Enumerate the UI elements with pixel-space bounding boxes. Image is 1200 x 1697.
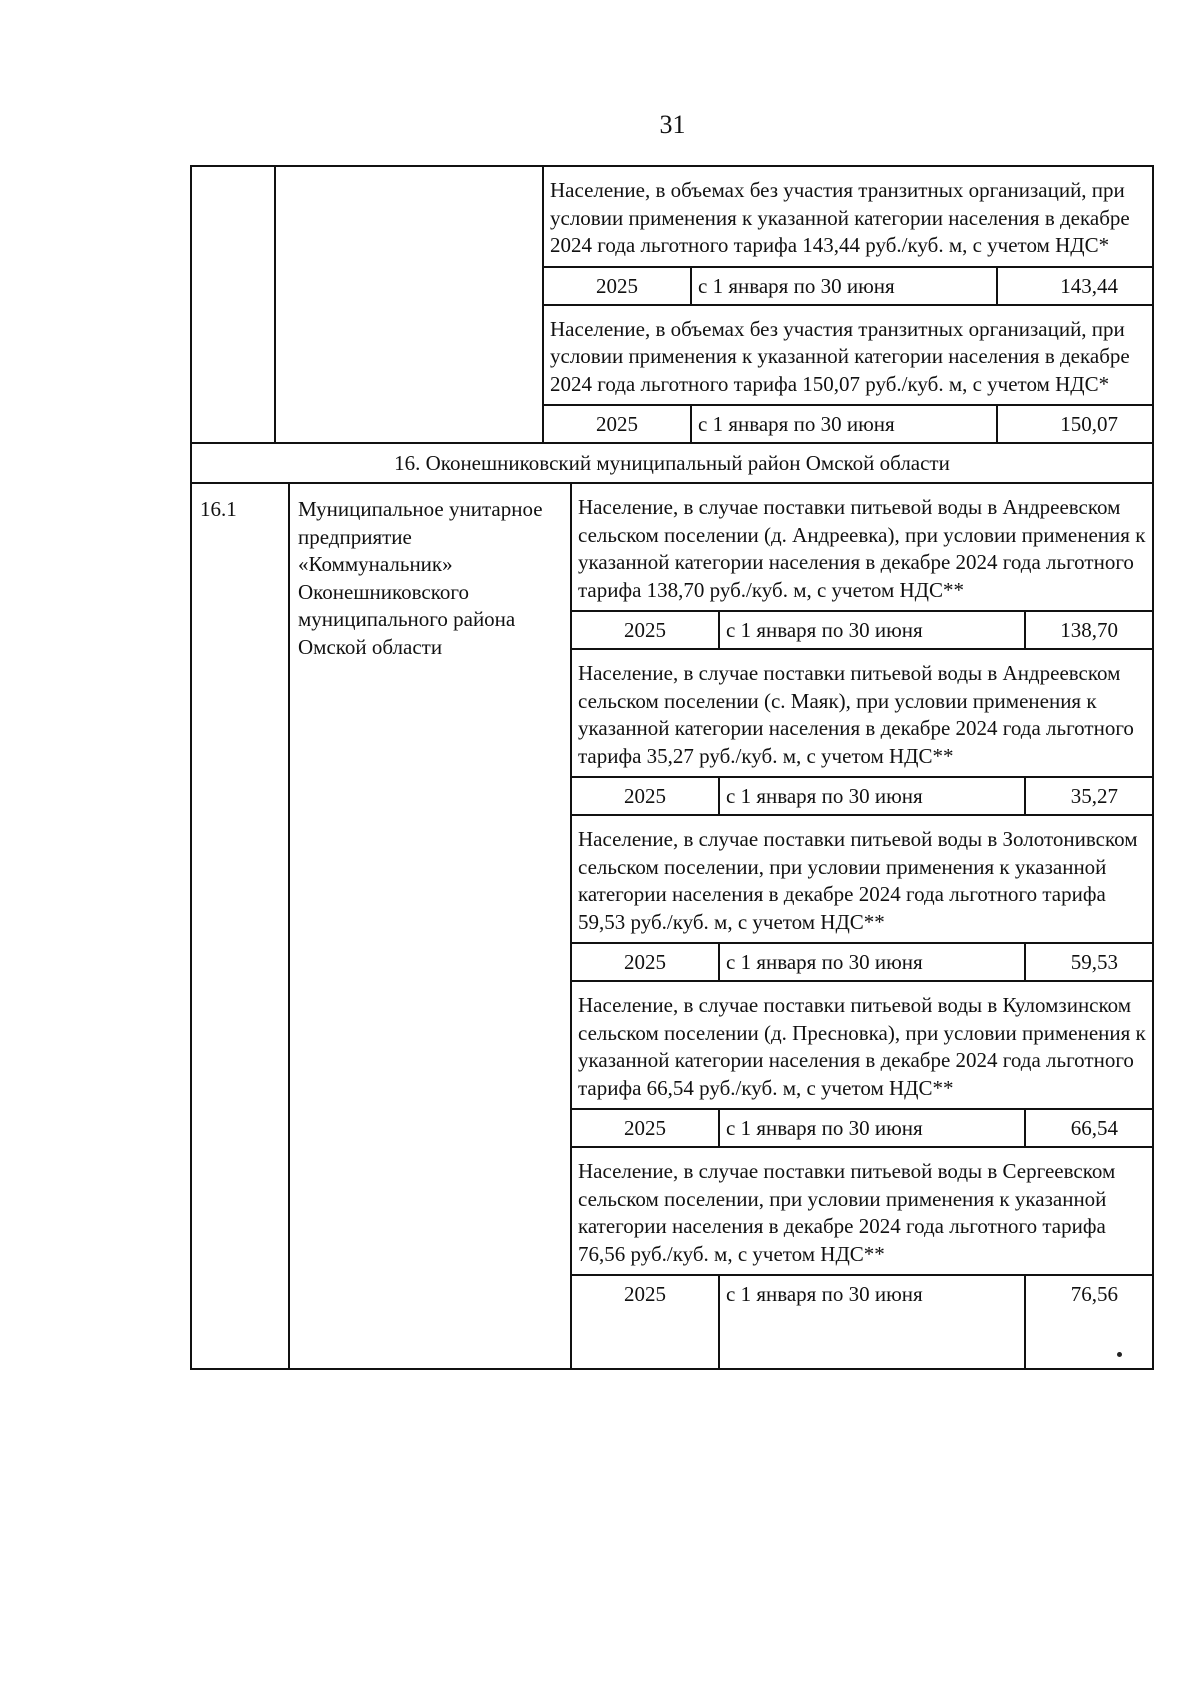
tariff-row bbox=[544, 266, 1152, 306]
scan-artifact-dot bbox=[1117, 1352, 1122, 1357]
tariff-value: 143,44 bbox=[1060, 273, 1118, 298]
organization-block bbox=[192, 482, 1152, 1368]
tariff-year: 2025 bbox=[572, 1110, 720, 1146]
tariff-year: 2025 bbox=[572, 612, 720, 648]
consumer-category: Население, в объемах без участия транзитных организаций, при условии применения к указанной категории населения в декабре 2024 года льготного тарифа 143,44 руб./куб. м, с учетом НДС* bbox=[550, 178, 1130, 257]
continuation-block bbox=[192, 167, 1152, 444]
consumer-category: Население, в случае поставки питьевой воды в Золотонивском сельском поселении, при условии применения к указанной категории населения в декабре 2024 года льготного тарифа 59,53 руб./куб. м, с учетом НДС** bbox=[578, 827, 1138, 934]
consumer-category: Население, в случае поставки питьевой воды в Андреевском сельском поселении (д. Андреевка), при условии применения к указанной категории населения в декабре 2024 года льготного тарифа 138,70 руб./куб. м, с учетом НДС** bbox=[578, 495, 1146, 602]
tariff-year: 2025 bbox=[572, 944, 720, 980]
number-cell-empty bbox=[192, 167, 276, 442]
tariff-year: 2025 bbox=[544, 406, 692, 442]
tariff-column bbox=[544, 167, 1152, 442]
tariff-column bbox=[572, 484, 1152, 1368]
tariff-row bbox=[572, 776, 1152, 816]
tariff-row bbox=[572, 610, 1152, 650]
tariff-period: с 1 января по 30 июня bbox=[720, 612, 1026, 648]
tariff-value: 66,54 bbox=[1070, 1116, 1118, 1140]
tariff-value: 138,70 bbox=[1060, 618, 1118, 642]
section-title: 16. Оконешниковский муниципальный район Омской области bbox=[394, 451, 950, 475]
organization-number: 16.1 bbox=[192, 484, 290, 1368]
consumer-category: Население, в случае поставки питьевой воды в Куломзинском сельском поселении (д. Пресновка), при условии применения к указанной категории населения в декабре 2024 года льготного тарифа 66,54 руб./куб. м, с учетом НДС** bbox=[578, 993, 1146, 1100]
tariff-year: 2025 bbox=[544, 268, 692, 304]
tariff-row bbox=[572, 1108, 1152, 1148]
consumer-category: Население, в объемах без участия транзитных организаций, при условии применения к указанной категории населения в декабре 2024 года льготного тарифа 150,07 руб./куб. м, с учетом НДС* bbox=[550, 316, 1130, 396]
tariff-period: с 1 января по 30 июня bbox=[720, 1110, 1026, 1146]
tariff-value: 35,27 bbox=[1070, 784, 1118, 808]
tariff-table bbox=[190, 165, 1154, 1370]
organization-cell-empty bbox=[276, 167, 544, 442]
tariff-value: 76,56 bbox=[1070, 1282, 1118, 1306]
consumer-category: Население, в случае поставки питьевой воды в Сергеевском сельском поселении, при условии применения к указанной категории населения в декабре 2024 года льготного тарифа 76,56 руб./куб. м, с учетом НДС** bbox=[578, 1159, 1116, 1266]
tariff-period: с 1 января по 30 июня bbox=[720, 778, 1026, 814]
tariff-period: с 1 января по 30 июня bbox=[692, 268, 998, 304]
tariff-period: с 1 января по 30 июня bbox=[692, 406, 998, 442]
consumer-category: Население, в случае поставки питьевой воды в Андреевском сельском поселении (с. Маяк), при условии применения к указанной категории населения в декабре 2024 года льготного тарифа 35,27 руб./куб. м, с учетом НДС** bbox=[578, 661, 1134, 768]
tariff-row bbox=[572, 1274, 1152, 1368]
organization-name: Муниципальное унитарное предприятие «Коммунальник» Оконешниковского муниципального района Омской области bbox=[290, 484, 572, 1368]
page-number: 31 bbox=[659, 110, 686, 139]
tariff-period: с 1 января по 30 июня bbox=[720, 944, 1026, 980]
tariff-row bbox=[544, 404, 1152, 442]
tariff-period: с 1 января по 30 июня bbox=[720, 1276, 1026, 1368]
tariff-value: 150,07 bbox=[1060, 412, 1118, 436]
tariff-row bbox=[572, 942, 1152, 982]
tariff-year: 2025 bbox=[572, 778, 720, 814]
tariff-value: 59,53 bbox=[1070, 950, 1118, 974]
tariff-year: 2025 bbox=[572, 1276, 720, 1368]
